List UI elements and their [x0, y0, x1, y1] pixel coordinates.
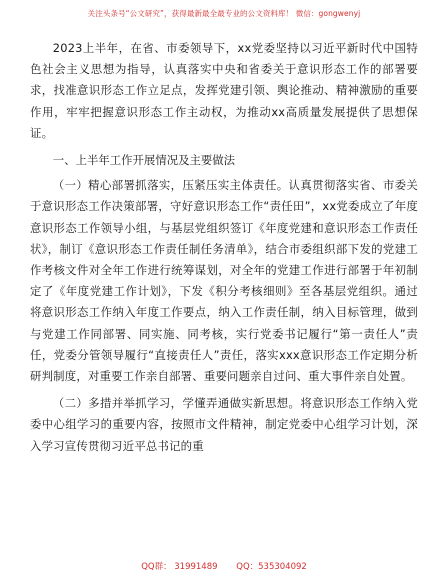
footer-qq-group: QQ群： 31991489: [141, 562, 218, 572]
intro-paragraph: 2023上半年，在省、市委领导下，xx党委坚持以习近平新时代中国特色社会主义思想为指导，认真落实中央和省委关于意识形态工作的部署要求，找准意识形态工作立足点，发挥党建引领、舆论推动、精神激励的重要作用，牢牢把握意识形态工作主动权，为推动xx高质量发展提供了思想保证。: [30, 41, 418, 140]
document-body: [30, 38, 418, 457]
header-promo-note: 关注头条号“公文研究”，获得最新最全最专业的公文资料库！ 微信：gongwenyj: [87, 9, 361, 18]
section-heading: 一、上半年工作开展情况及主要做法: [52, 153, 236, 168]
footer-qq: QQ：535304092: [236, 562, 307, 572]
item-two-paragraph: （二）多措并举抓学习，学懂弄通做实新思想。将意识形态工作纳入党委中心组学习的重要内容，按照市文件精神，制定党委中心组学习计划，深入学习宣传贯彻习近平总书记的重: [30, 396, 418, 453]
item-one-paragraph: （一）精心部署抓落实，压紧压实主体责任。认真贯彻落实省、市委关于意识形态工作决策部署，守好意识形态工作“责任田”，xx党委成立了年度意识形态工作领导小组，与基层党组织签订《年度党建和意识形态工作责任状》，制订《意识形态工作责任制任务清单》，结合市委组织部下发的党建工作考核文件对全年工作进行统筹谋划，对全年的党建工作进行部署于年初制定了《年度党建工作计划》，下发《积分考核细则》至各基层党组织。通过将意识形态工作纳入年度工作要点，纳入工作责任制，纳入目标管理，做到与党建工作同部署、同实施、同考核，实行党委书记履行“第一责任人”责任，党委分管领导履行“直接责任人”责任，落实xxx意识形态工作定期分析研判制度，对重要工作亲自部署、重要问题亲自过问、重大事件亲自处置。: [30, 178, 418, 384]
footer-contact: [0, 560, 448, 572]
